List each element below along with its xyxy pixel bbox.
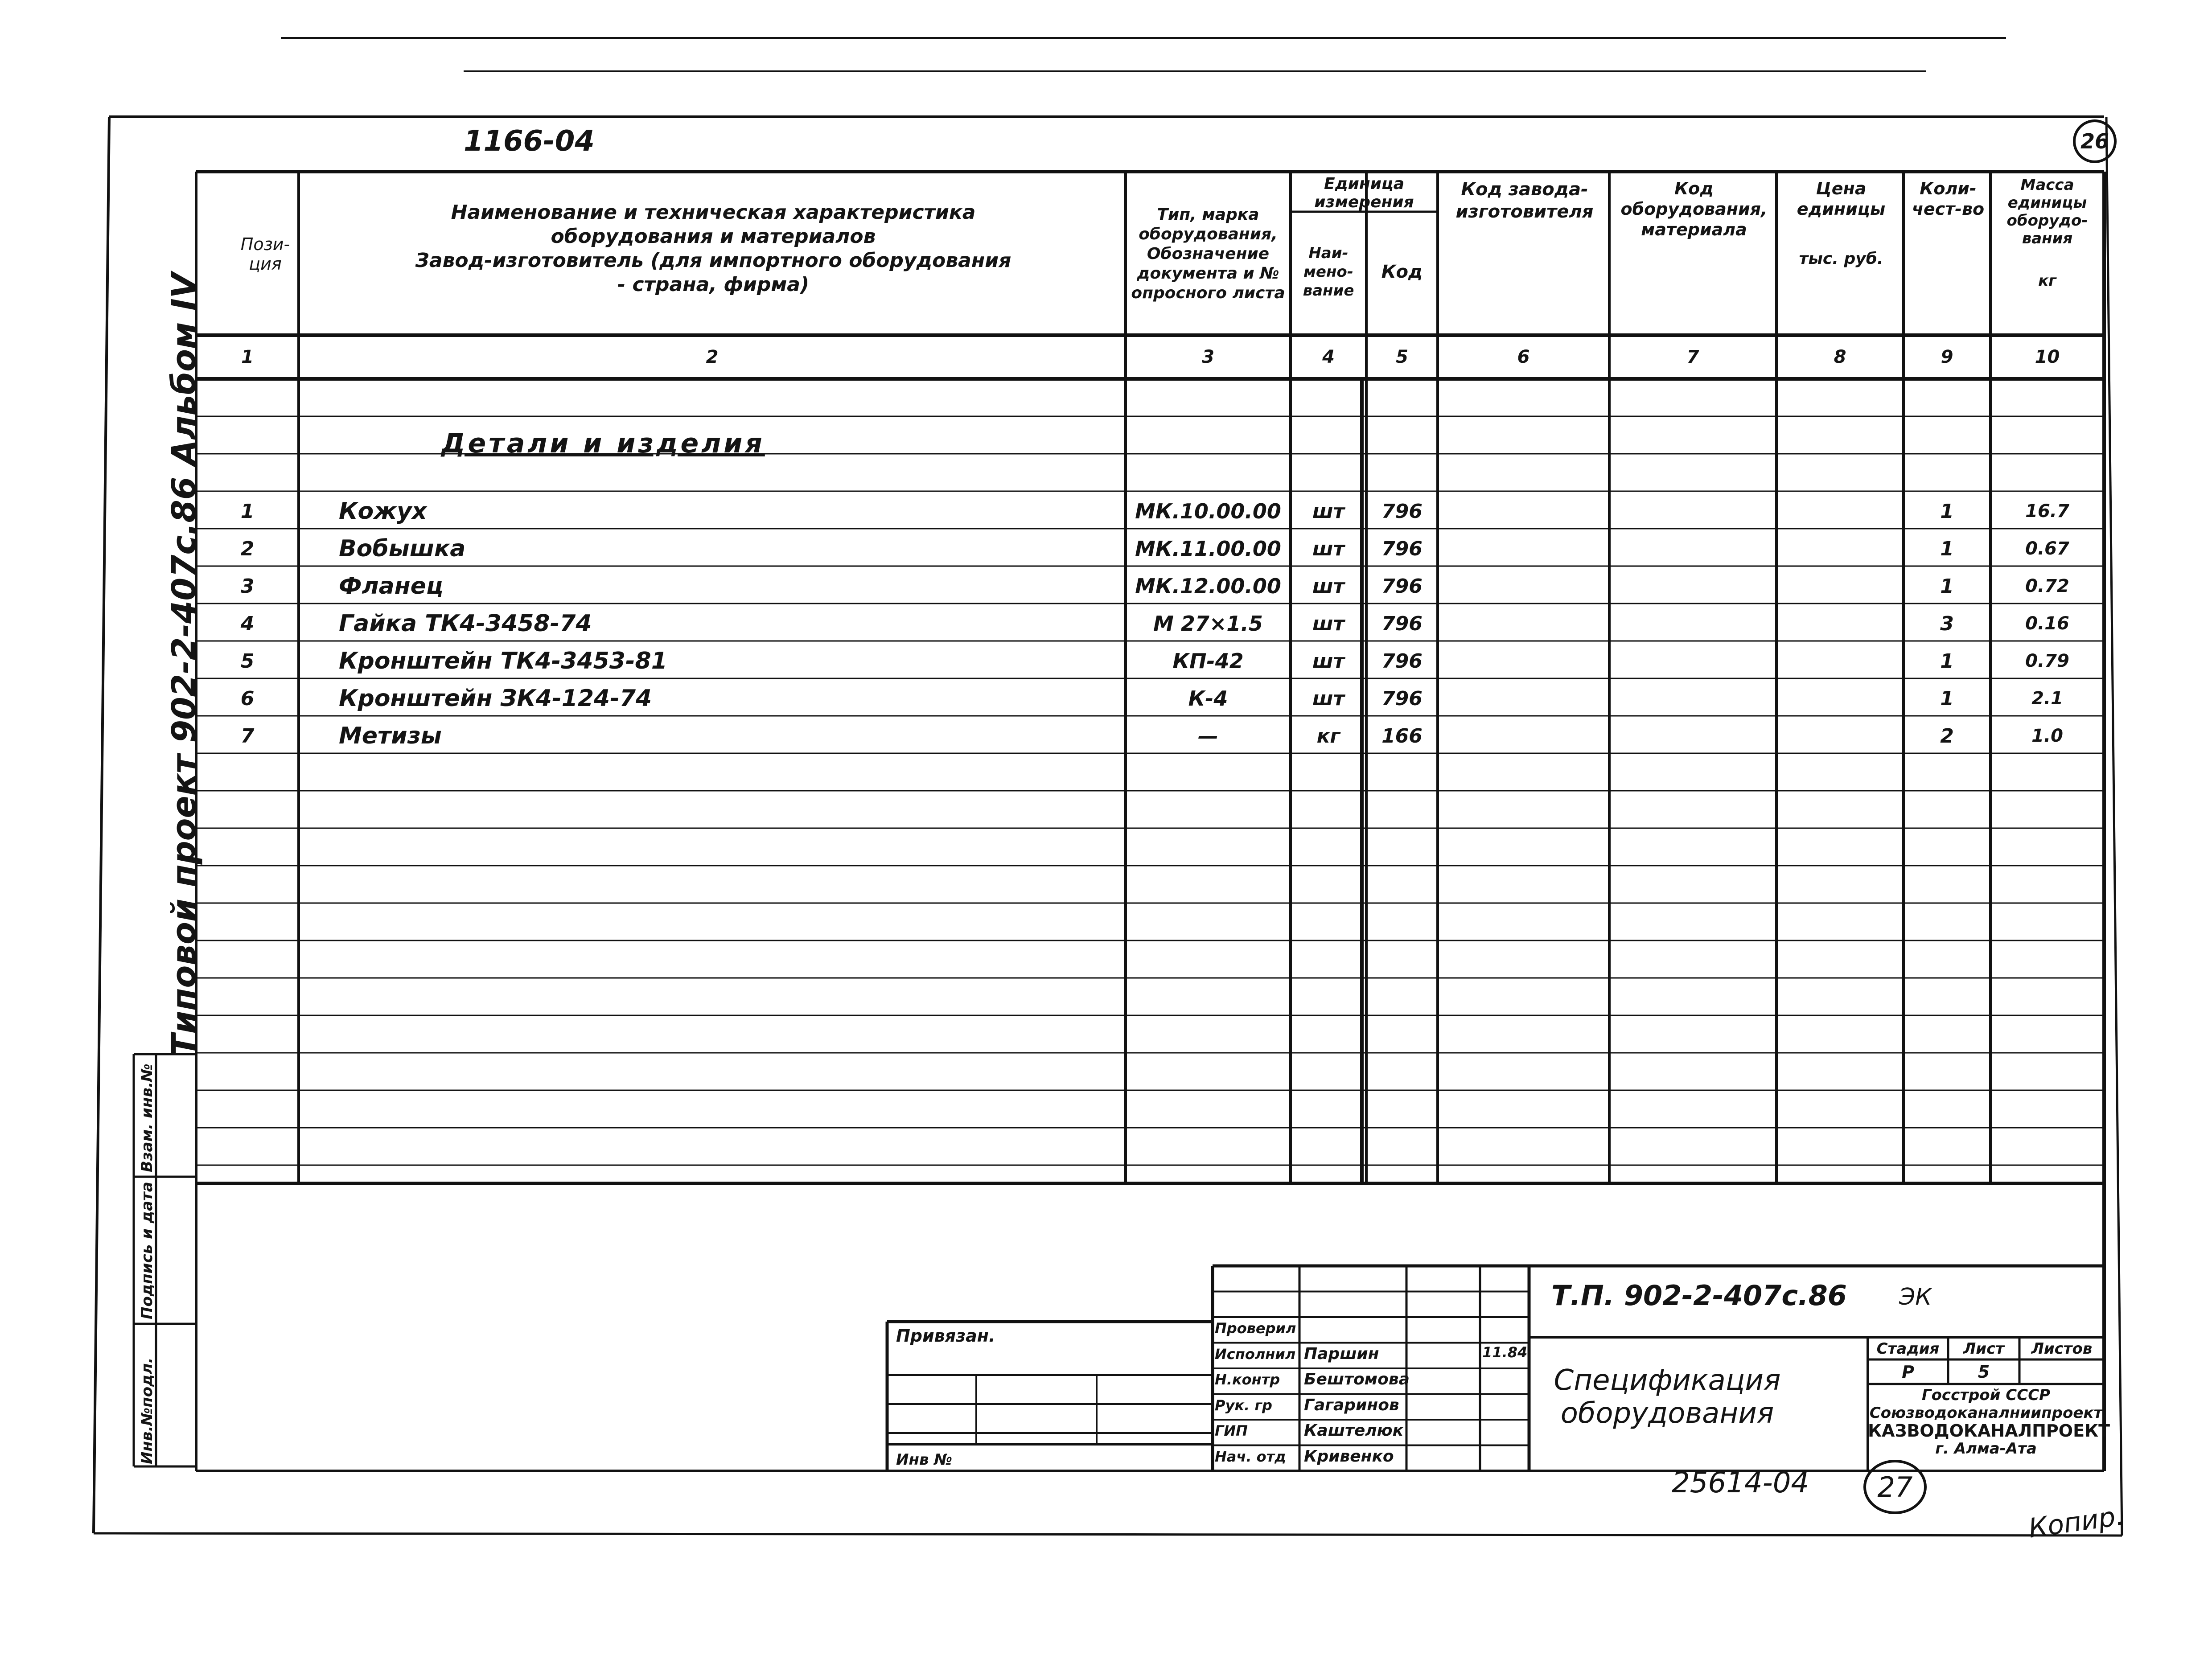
sheet-number-top: 26	[2080, 129, 2109, 153]
header-name-line2: оборудования и материалов	[551, 225, 876, 248]
cell-mass: 1.0	[2031, 726, 2063, 746]
role-label: Исполнил	[1215, 1345, 1296, 1363]
cell-qty: 2	[1940, 724, 1954, 747]
cell-type: МК.11.00.00	[1135, 537, 1281, 561]
org-line1: Госстрой СССР	[1921, 1386, 2051, 1404]
sheets-label: Листов	[2031, 1340, 2093, 1358]
header-equipment-code: Код оборудования, материала	[1620, 179, 1768, 239]
header-name-line1: Наименование и техническая характеристика	[451, 201, 976, 224]
header-mass-unit: кг	[2038, 272, 2056, 290]
column-number: 3	[1202, 347, 1214, 367]
cell-type: —	[1198, 724, 1218, 748]
title-name	[1534, 1364, 1801, 1430]
cell-mass: 0.79	[2025, 651, 2069, 671]
cell-unit: кг	[1316, 724, 1340, 747]
cell-pos: 7	[240, 724, 255, 747]
header-name	[303, 201, 1123, 297]
cell-qty: 1	[1940, 687, 1954, 710]
header-name-line3: Завод-изготовитель (для импортного оборудования	[415, 249, 1011, 272]
bottom-signature: Копир.	[2027, 1500, 2126, 1544]
cell-unit: шт	[1312, 612, 1345, 635]
column-number: 1	[241, 347, 254, 367]
header-unit-name: Наи-мено-вание	[1303, 244, 1354, 300]
role-name: Гагаринов	[1304, 1396, 1399, 1414]
cell-qty: 1	[1940, 649, 1954, 673]
role-label: Рук. гр	[1215, 1396, 1272, 1414]
cell-code: 796	[1381, 649, 1423, 673]
org-line2: Союзводоканалниипроект	[1869, 1404, 2103, 1422]
org-line3: КАЗВОДОКАНАЛПРОЕКТ	[1868, 1421, 2110, 1441]
cell-mass: 0.67	[2025, 538, 2069, 559]
title-name-line1: Спецификация	[1554, 1364, 1781, 1397]
cell-name: Метизы	[339, 723, 442, 749]
bottom-circle-number: 27	[1877, 1470, 1913, 1503]
side-stamp-signature: Подпись и дата	[138, 1182, 156, 1319]
header-factory-code: Код завода-изготовителя	[1455, 179, 1594, 222]
header-unit: Единица измерения	[1314, 174, 1414, 211]
cell-pos: 4	[240, 612, 255, 635]
role-label: ГИП	[1215, 1422, 1248, 1439]
title-mark: ЭК	[1899, 1284, 1932, 1310]
header-name-line4: - страна, фирма)	[617, 273, 810, 296]
cell-unit: шт	[1312, 500, 1345, 523]
header-unit-code: Код	[1381, 262, 1423, 282]
cell-name: Кронштейн ТК4-3453-81	[339, 648, 667, 674]
role-name: Каштелюк	[1304, 1421, 1404, 1440]
corner-reference: 1166-04	[464, 125, 595, 158]
cell-code: 796	[1381, 500, 1423, 523]
header-position: Пози-ция	[240, 234, 290, 274]
side-stamp-vzam: Взам. инв.№	[138, 1064, 156, 1172]
cell-mass: 2.1	[2031, 688, 2063, 709]
cell-code: 796	[1381, 612, 1423, 635]
cell-qty: 1	[1940, 500, 1954, 523]
sheet-label: Лист	[1963, 1340, 2004, 1358]
cell-type: К-4	[1188, 686, 1228, 710]
side-title: Типовой проект 902-2-407с.86 Альбом IV	[165, 273, 203, 1056]
sheet-value: 5	[1978, 1362, 1990, 1382]
side-stamp-inv: Инв.№подл.	[138, 1357, 156, 1464]
stage-value: Р	[1902, 1362, 1914, 1382]
cell-unit: шт	[1312, 687, 1345, 710]
cell-unit: шт	[1312, 575, 1345, 598]
column-number: 10	[2035, 347, 2060, 367]
bottom-number: 25614-04	[1672, 1466, 1809, 1499]
cell-pos: 5	[240, 649, 255, 673]
sheets-value	[2019, 1360, 2104, 1384]
column-number: 7	[1686, 347, 1699, 367]
cell-mass: 16.7	[2025, 501, 2069, 522]
cell-code: 166	[1381, 724, 1423, 747]
cell-qty: 1	[1940, 575, 1954, 598]
column-number: 8	[1834, 347, 1846, 367]
cell-code: 796	[1381, 575, 1423, 598]
cell-type: КП-42	[1172, 649, 1244, 673]
org-line4: г. Алма-Ата	[1935, 1440, 2037, 1458]
cell-name: Вобышка	[339, 535, 466, 562]
header-quantity: Коли-чест-во	[1912, 179, 1985, 219]
cell-pos: 3	[240, 575, 255, 598]
role-name: Паршин	[1304, 1344, 1379, 1363]
cell-type: МК.12.00.00	[1135, 574, 1281, 598]
inv-no-label: Инв №	[896, 1451, 953, 1469]
role-label: Нач. отд	[1215, 1448, 1287, 1465]
column-number: 6	[1517, 347, 1530, 367]
cell-pos: 6	[240, 687, 255, 710]
stage-label: Стадия	[1876, 1340, 1940, 1358]
cell-code: 796	[1381, 537, 1423, 560]
title-doc-code: Т.П. 902-2-407с.86	[1551, 1279, 1847, 1312]
cell-qty: 3	[1940, 612, 1954, 635]
column-number: 4	[1322, 347, 1335, 367]
cell-name: Кронштейн ЗК4-124-74	[339, 685, 652, 712]
cell-mass: 0.72	[2025, 576, 2069, 596]
cell-name: Гайка ТК4-3458-74	[339, 610, 592, 637]
title-date: 11.84	[1482, 1344, 1528, 1361]
cell-type: М 27×1.5	[1153, 612, 1263, 636]
cell-mass: 0.16	[2025, 613, 2069, 634]
column-number: 2	[706, 347, 719, 367]
column-number: 9	[1941, 347, 1953, 367]
sheet-number-circle	[2073, 119, 2117, 163]
cell-qty: 1	[1940, 537, 1954, 560]
header-price-unit: тыс. руб.	[1799, 250, 1883, 268]
column-number: 5	[1396, 347, 1408, 367]
cell-unit: шт	[1312, 537, 1345, 560]
role-label: Проверил	[1215, 1320, 1296, 1337]
header-price: Цена единицы	[1797, 179, 1886, 219]
privyazan-label: Привязан.	[896, 1326, 995, 1346]
cell-name: Кожух	[339, 498, 427, 525]
bottom-circle	[1863, 1460, 1927, 1514]
cell-unit: шт	[1312, 649, 1345, 673]
cell-name: Фланец	[339, 573, 444, 600]
title-name-line2: оборудования	[1560, 1397, 1774, 1430]
cell-pos: 2	[240, 537, 255, 560]
header-type: Тип, марка оборудования, Обозначение документа и № опросного листа	[1131, 205, 1285, 302]
section-title: Детали и изделия	[441, 428, 765, 459]
organization	[1868, 1386, 2110, 1458]
header-mass: Масса единицы оборудо-вания	[2006, 176, 2088, 247]
cell-code: 796	[1381, 687, 1423, 710]
role-name: Кривенко	[1304, 1447, 1394, 1466]
cell-pos: 1	[240, 500, 255, 523]
role-label: Н.контр	[1215, 1371, 1280, 1388]
role-name: Бештомова	[1304, 1370, 1410, 1388]
cell-type: МК.10.00.00	[1135, 499, 1281, 523]
